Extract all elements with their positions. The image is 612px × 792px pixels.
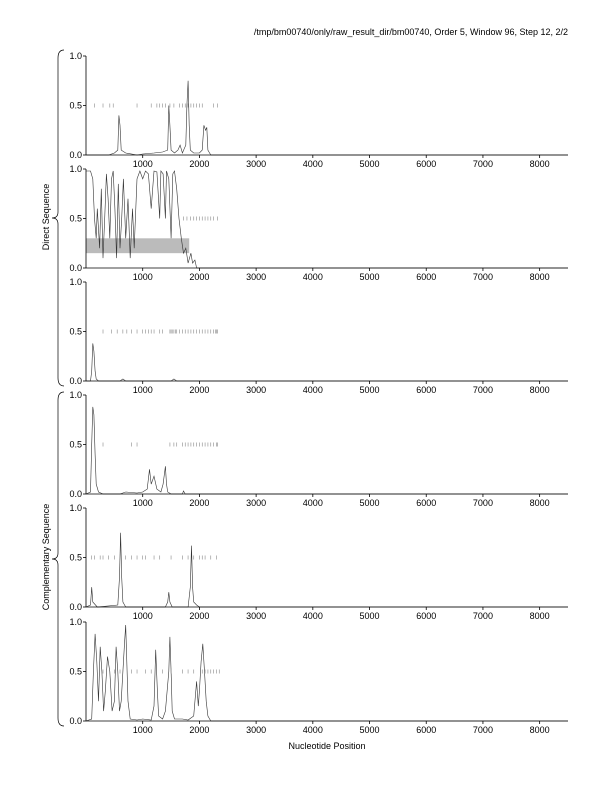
- complementary-sequence-label: Complementary Sequence: [41, 503, 51, 611]
- x-tick-label: 4000: [302, 159, 323, 169]
- x-tick-label: 6000: [416, 272, 437, 282]
- x-tick-label: 1000: [132, 498, 153, 508]
- x-tick-label: 2000: [189, 385, 210, 395]
- x-tick-label: 1000: [132, 385, 153, 395]
- x-tick-label: 8000: [529, 498, 550, 508]
- x-tick-label: 2000: [189, 725, 210, 735]
- panel-comp-1: [69, 390, 568, 508]
- x-tick-label: 2000: [189, 498, 210, 508]
- y-tick-label: 0.5: [69, 666, 82, 677]
- y-tick-label: 1.0: [69, 51, 82, 61]
- x-tick-label: 2000: [189, 611, 210, 621]
- x-tick-label: 5000: [359, 611, 380, 621]
- x-tick-label: 7000: [472, 611, 493, 621]
- y-tick-label: 0.5: [69, 100, 82, 111]
- y-tick-label: 0.5: [69, 326, 82, 337]
- x-tick-label: 2000: [189, 159, 210, 169]
- x-tick-label: 5000: [359, 725, 380, 735]
- x-tick-label: 7000: [472, 159, 493, 169]
- x-tick-label: 4000: [302, 611, 323, 621]
- y-tick-label: 0.5: [69, 552, 82, 563]
- x-tick-label: 3000: [246, 725, 267, 735]
- panel-direct-2: [69, 164, 568, 282]
- x-tick-label: 7000: [472, 725, 493, 735]
- page-title: /tmp/bm00740/only/raw_result_dir/bm00740, Order 5, Window 96, Step 12, 2/2: [253, 27, 568, 37]
- highlight-band: [86, 238, 189, 253]
- x-tick-label: 5000: [359, 385, 380, 395]
- series-line-0: [86, 625, 568, 721]
- series-line-0: [86, 171, 568, 268]
- y-tick-label: 0.5: [69, 439, 82, 450]
- series-line-0: [86, 81, 568, 155]
- x-tick-label: 4000: [302, 272, 323, 282]
- y-tick-label: 1.0: [69, 503, 82, 513]
- x-tick-label: 5000: [359, 498, 380, 508]
- panel-comp-3: [69, 617, 568, 735]
- x-tick-label: 8000: [529, 272, 550, 282]
- y-tick-label: 0.0: [69, 489, 82, 499]
- x-tick-label: 8000: [529, 385, 550, 395]
- panel-direct-1: [69, 51, 568, 169]
- y-tick-label: 0.0: [69, 150, 82, 160]
- x-tick-label: 8000: [529, 611, 550, 621]
- x-tick-label: 7000: [472, 385, 493, 395]
- y-tick-label: 1.0: [69, 277, 82, 287]
- x-tick-label: 1000: [132, 272, 153, 282]
- direct-sequence-label: Direct Sequence: [41, 183, 51, 251]
- x-tick-label: 6000: [416, 498, 437, 508]
- y-tick-label: 1.0: [69, 164, 82, 174]
- x-tick-label: 2000: [189, 272, 210, 282]
- x-tick-label: 1000: [132, 611, 153, 621]
- direct-sequence-brace: [52, 50, 64, 386]
- x-tick-label: 3000: [246, 498, 267, 508]
- x-tick-label: 1000: [132, 725, 153, 735]
- y-tick-label: 0.0: [69, 263, 82, 273]
- series-line-0: [86, 533, 568, 607]
- y-tick-label: 0.0: [69, 376, 82, 386]
- x-axis-label: Nucleotide Position: [288, 741, 366, 751]
- x-tick-label: 4000: [302, 725, 323, 735]
- x-tick-label: 7000: [472, 272, 493, 282]
- x-tick-label: 3000: [246, 272, 267, 282]
- x-tick-label: 6000: [416, 611, 437, 621]
- x-tick-label: 1000: [132, 159, 153, 169]
- x-tick-label: 8000: [529, 159, 550, 169]
- x-tick-label: 5000: [359, 272, 380, 282]
- x-tick-label: 6000: [416, 159, 437, 169]
- y-tick-label: 0.5: [69, 213, 82, 224]
- y-tick-label: 1.0: [69, 617, 82, 627]
- y-tick-label: 0.0: [69, 602, 82, 612]
- x-tick-label: 6000: [416, 725, 437, 735]
- x-tick-label: 3000: [246, 385, 267, 395]
- panel-direct-3: [69, 277, 568, 395]
- x-tick-label: 4000: [302, 385, 323, 395]
- x-tick-label: 6000: [416, 385, 437, 395]
- x-tick-label: 5000: [359, 159, 380, 169]
- x-tick-label: 8000: [529, 725, 550, 735]
- complementary-sequence-brace: [52, 392, 64, 726]
- x-tick-label: 4000: [302, 498, 323, 508]
- series-line-0: [86, 407, 568, 494]
- series-line-0: [86, 343, 568, 381]
- x-tick-label: 3000: [246, 611, 267, 621]
- x-tick-label: 3000: [246, 159, 267, 169]
- y-tick-label: 1.0: [69, 390, 82, 400]
- panel-comp-2: [69, 503, 568, 621]
- y-tick-label: 0.0: [69, 716, 82, 726]
- x-tick-label: 7000: [472, 498, 493, 508]
